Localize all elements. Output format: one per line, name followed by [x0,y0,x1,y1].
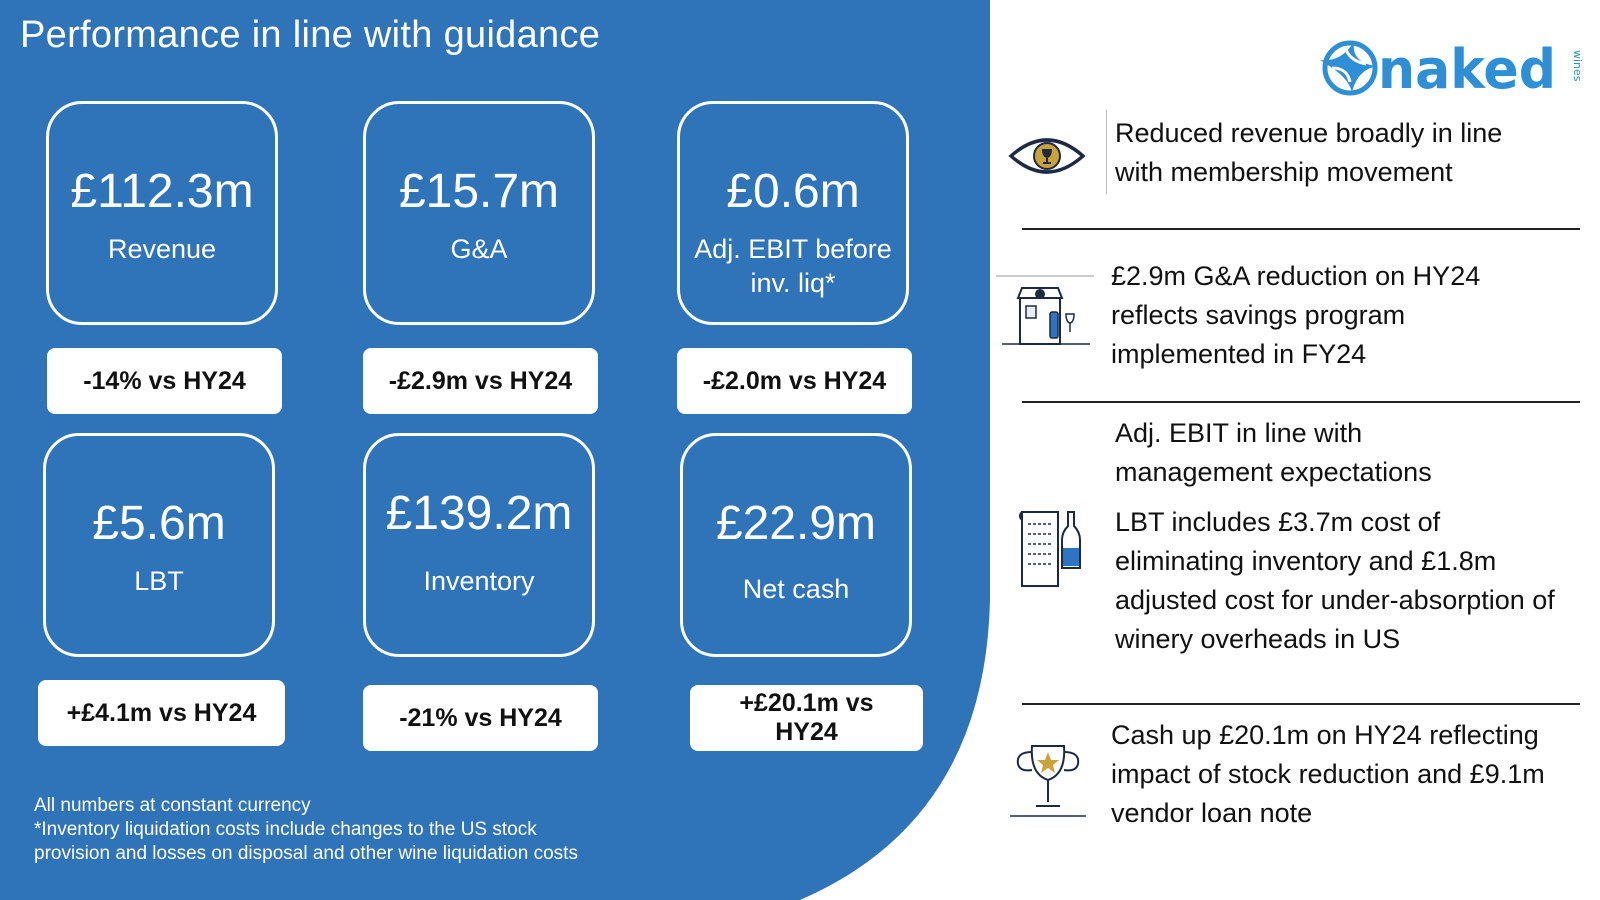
receipt-and-bottle-icon [1014,508,1090,592]
section-divider [1022,703,1580,705]
kpi-label: Adj. EBIT before inv. liq* [694,234,892,298]
footnote-liquidation-1: *Inventory liquidation costs include changes to the US stock [34,819,537,840]
slide-title: Performance in line with guidance [20,14,601,56]
footnotes [34,794,578,866]
kpi-card-lbt [43,433,275,657]
kpi-value: £112.3m [70,165,254,218]
kpi-change-net-cash: +£20.1m vs HY24 [690,685,923,751]
kpi-change-adj-ebit: -£2.0m vs HY24 [677,348,912,414]
row-separator-line [1106,110,1107,194]
kpi-change-ga: -£2.9m vs HY24 [363,348,598,414]
brand-name: naked [1378,38,1556,100]
brand-subname: wines [1571,50,1584,82]
eye-with-wine-glass-icon [1008,130,1086,182]
footnote-currency: All numbers at constant currency [34,795,311,816]
wine-glass-trophy-icon [1008,740,1088,820]
kpi-value: £22.9m [715,497,877,550]
section-divider [1022,401,1580,403]
kpi-label: Net cash [742,574,850,604]
section-divider [1022,228,1580,230]
commentary-revenue: Reduced revenue broadly in line with membership movement [1115,118,1503,187]
kpi-label: G&A [450,234,508,264]
footnote-liquidation-2: provision and losses on disposal and other wine liquidation costs [34,843,578,864]
kpi-value: £15.7m [398,165,560,218]
wine-shop-icon [996,272,1096,352]
kpi-value: £5.6m [92,497,226,550]
kpi-label: Revenue [107,234,217,264]
brand-logo [1316,30,1586,100]
commentary-ga: £2.9m G&A reduction on HY24 reflects savings program implemented in FY24 [1111,261,1481,369]
kpi-card-net-cash [680,433,912,657]
kpi-label: LBT [134,566,184,596]
kpi-card-ga [363,101,595,325]
commentary-ebit: Adj. EBIT in line with management expectations [1115,418,1432,487]
kpi-change-lbt: +£4.1m vs HY24 [38,680,285,746]
commentary-cash: Cash up £20.1m on HY24 reflecting impact of stock reduction and £9.1m vendor loan note [1111,720,1545,828]
kpi-card-revenue [46,101,278,325]
kpi-value: £139.2m [385,487,573,540]
kpi-change-revenue: -14% vs HY24 [47,348,282,414]
commentary-lbt: LBT includes £3.7m cost of eliminating inventory and £1.8m adjusted cost for under-absorption of winery overheads in US [1115,507,1555,654]
kpi-value: £0.6m [726,165,860,218]
kpi-card-adj-ebit [677,101,909,325]
kpi-card-inventory [363,433,595,657]
kpi-change-inventory: -21% vs HY24 [363,685,598,751]
kpi-label: Inventory [423,566,535,596]
